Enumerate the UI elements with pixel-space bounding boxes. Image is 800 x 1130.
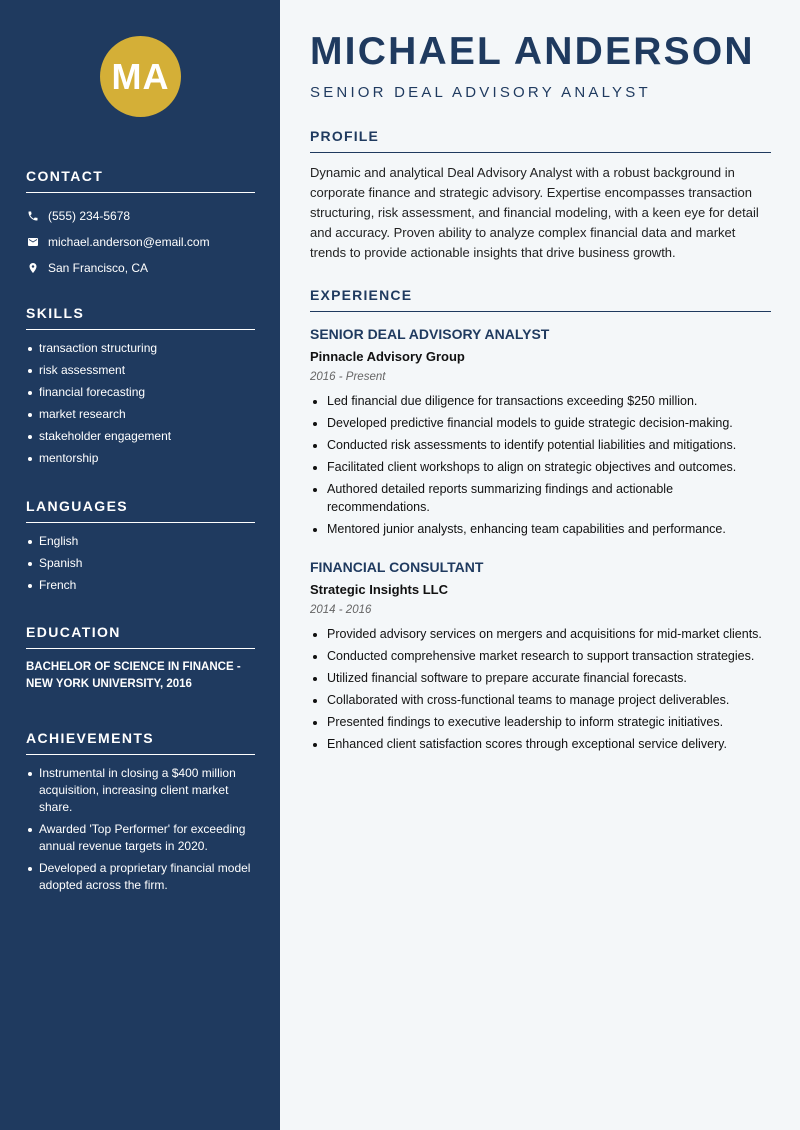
achievements-section bbox=[26, 730, 255, 899]
language-item: English bbox=[26, 533, 255, 550]
contact-email bbox=[26, 229, 255, 255]
job-bullet: Facilitated client workshops to align on strategic objectives and outcomes. bbox=[310, 459, 771, 477]
job-bullet: Authored detailed reports summarizing findings and actionable recommendations. bbox=[310, 481, 771, 516]
job-bullet: Led financial due diligence for transactions exceeding $250 million. bbox=[310, 393, 771, 411]
job-bullet: Conducted comprehensive market research to support transaction strategies. bbox=[310, 648, 771, 666]
candidate-title: SENIOR DEAL ADVISORY ANALYST bbox=[310, 84, 651, 101]
language-item: Spanish bbox=[26, 555, 255, 572]
job-bullets bbox=[310, 626, 771, 754]
job-bullet: Provided advisory services on mergers and acquisitions for mid-market clients. bbox=[310, 626, 771, 644]
contact-phone bbox=[26, 203, 255, 229]
language-item: French bbox=[26, 577, 255, 594]
email-icon bbox=[26, 235, 40, 249]
skills-section bbox=[26, 305, 255, 472]
contact-location bbox=[26, 255, 255, 281]
job-bullet: Utilized financial software to prepare accurate financial forecasts. bbox=[310, 670, 771, 688]
skill-item: transaction structuring bbox=[26, 340, 255, 357]
email-text[interactable]: michael.anderson@email.com bbox=[48, 235, 210, 249]
job-company: Pinnacle Advisory Group bbox=[310, 349, 465, 364]
experience-heading: EXPERIENCE bbox=[310, 287, 771, 312]
skill-item: risk assessment bbox=[26, 362, 255, 379]
achievement-item: Awarded 'Top Performer' for exceeding annual revenue targets in 2020. bbox=[26, 821, 255, 855]
profile-heading: PROFILE bbox=[310, 128, 771, 153]
candidate-name: MICHAEL ANDERSON bbox=[310, 30, 755, 73]
job-entry bbox=[310, 326, 771, 543]
job-entry bbox=[310, 559, 771, 758]
sidebar bbox=[0, 0, 280, 1130]
phone-icon bbox=[26, 209, 40, 223]
skill-item: mentorship bbox=[26, 450, 255, 467]
skill-item: market research bbox=[26, 406, 255, 423]
skill-item: financial forecasting bbox=[26, 384, 255, 401]
languages-section bbox=[26, 498, 255, 599]
job-bullet: Conducted risk assessments to identify potential liabilities and mitigations. bbox=[310, 437, 771, 455]
job-bullet: Mentored junior analysts, enhancing team capabilities and performance. bbox=[310, 521, 771, 539]
achievement-item: Developed a proprietary financial model adopted across the firm. bbox=[26, 860, 255, 894]
job-dates: 2014 - 2016 bbox=[310, 604, 372, 616]
skills-list bbox=[26, 340, 255, 467]
achievements-heading: ACHIEVEMENTS bbox=[26, 730, 255, 755]
contact-section bbox=[26, 168, 255, 281]
job-role: SENIOR DEAL ADVISORY ANALYST bbox=[310, 326, 550, 342]
languages-heading: LANGUAGES bbox=[26, 498, 255, 523]
phone-text: (555) 234-5678 bbox=[48, 209, 131, 223]
job-company: Strategic Insights LLC bbox=[310, 582, 448, 597]
job-bullet: Collaborated with cross-functional teams to manage project deliverables. bbox=[310, 692, 771, 710]
contact-heading: CONTACT bbox=[26, 168, 255, 193]
avatar: MA bbox=[100, 36, 181, 117]
job-role: FINANCIAL CONSULTANT bbox=[310, 559, 484, 575]
job-bullets bbox=[310, 393, 771, 538]
achievements-list bbox=[26, 765, 255, 894]
job-bullet: Enhanced client satisfaction scores through exceptional service delivery. bbox=[310, 736, 771, 754]
job-dates: 2016 - Present bbox=[310, 371, 386, 383]
skill-item: stakeholder engagement bbox=[26, 428, 255, 445]
profile-text: Dynamic and analytical Deal Advisory Analyst with a robust background in corporate finance and strategic advisory. Expertise encompasses transaction structuring, risk assessment, and financial modeling, with a keen eye for detail and accuracy. Proven ability to analyze complex financial data and market trends to provide actionable insights that drive business growth. bbox=[310, 165, 759, 260]
achievement-item: Instrumental in closing a $400 million acquisition, increasing client market share. bbox=[26, 765, 255, 816]
location-pin-icon bbox=[26, 261, 40, 275]
job-bullet: Developed predictive financial models to guide strategic decision-making. bbox=[310, 415, 771, 433]
job-bullet: Presented findings to executive leadership to inform strategic initiatives. bbox=[310, 714, 771, 732]
education-section bbox=[26, 624, 255, 693]
skills-heading: SKILLS bbox=[26, 305, 255, 330]
location-text: San Francisco, CA bbox=[48, 261, 149, 275]
education-degree: BACHELOR OF SCIENCE IN FINANCE - NEW YORK UNIVERSITY, 2016 bbox=[26, 661, 241, 690]
education-heading: EDUCATION bbox=[26, 624, 255, 649]
languages-list bbox=[26, 533, 255, 594]
